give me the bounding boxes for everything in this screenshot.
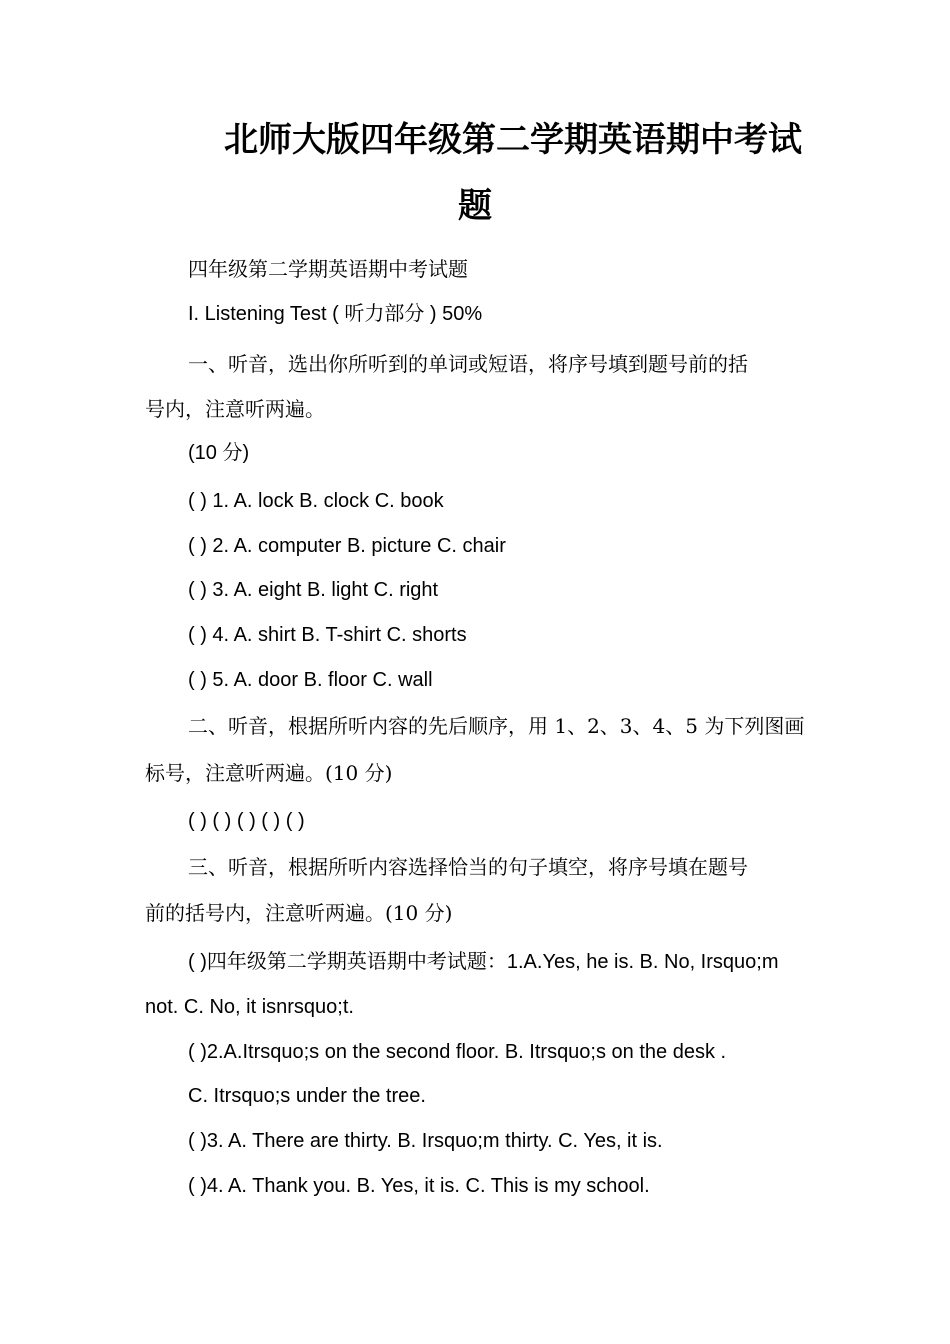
- question-item: ( ) 2. A. computer B. picture C. chair: [188, 535, 506, 557]
- document-title-line-2: 题: [458, 186, 492, 226]
- instruction-part2-line2: 标号，注意听两遍。(10 分): [145, 761, 393, 785]
- instruction-part1-line1: 一、听音，选出你所听到的单词或短语，将序号填到题号前的括: [188, 352, 748, 376]
- instruction-part3-line2: 前的括号内，注意听两遍。(10 分): [145, 901, 453, 925]
- question-item-continued: C. Itrsquo;s under the tree.: [188, 1085, 426, 1107]
- question-item: ( )四年级第二学期英语期中考试题：1.A.Yes, he is. B. No, Irsquo;m: [188, 951, 779, 973]
- answer-brackets: ( ) ( ) ( ) ( ) ( ): [188, 810, 305, 832]
- instruction-part1-line2: 号内，注意听两遍。: [145, 397, 325, 421]
- instruction-part3-line1: 三、听音，根据所听内容选择恰当的句子填空，将序号填在题号: [188, 855, 748, 879]
- question-item: ( ) 5. A. door B. floor C. wall: [188, 669, 433, 691]
- subtitle-line: 四年级第二学期英语期中考试题: [188, 257, 468, 281]
- instruction-part2-line1: 二、听音，根据所听内容的先后顺序，用 1、2、3、4、5 为下列图画: [188, 714, 805, 738]
- question-item: ( ) 3. A. eight B. light C. right: [188, 579, 439, 601]
- question-item: ( )2.A.Itrsquo;s on the second floor. B. Itrsquo;s on the desk .: [188, 1041, 727, 1063]
- question-item: ( )3. A. There are thirty. B. Irsquo;m thirty. C. Yes, it is.: [188, 1130, 663, 1152]
- points-part1: (10 分): [188, 442, 250, 464]
- question-item: ( )4. A. Thank you. B. Yes, it is. C. This is my school.: [188, 1175, 650, 1197]
- section-heading-listening: I. Listening Test ( 听力部分 ) 50%: [188, 303, 483, 325]
- question-item: ( ) 1. A. lock B. clock C. book: [188, 490, 444, 512]
- document-title-line-1: 北师大版四年级第二学期英语期中考试: [224, 120, 802, 160]
- question-item-continued: not. C. No, it isnrsquo;t.: [145, 996, 354, 1018]
- question-item: ( ) 4. A. shirt B. T-shirt C. shorts: [188, 624, 467, 646]
